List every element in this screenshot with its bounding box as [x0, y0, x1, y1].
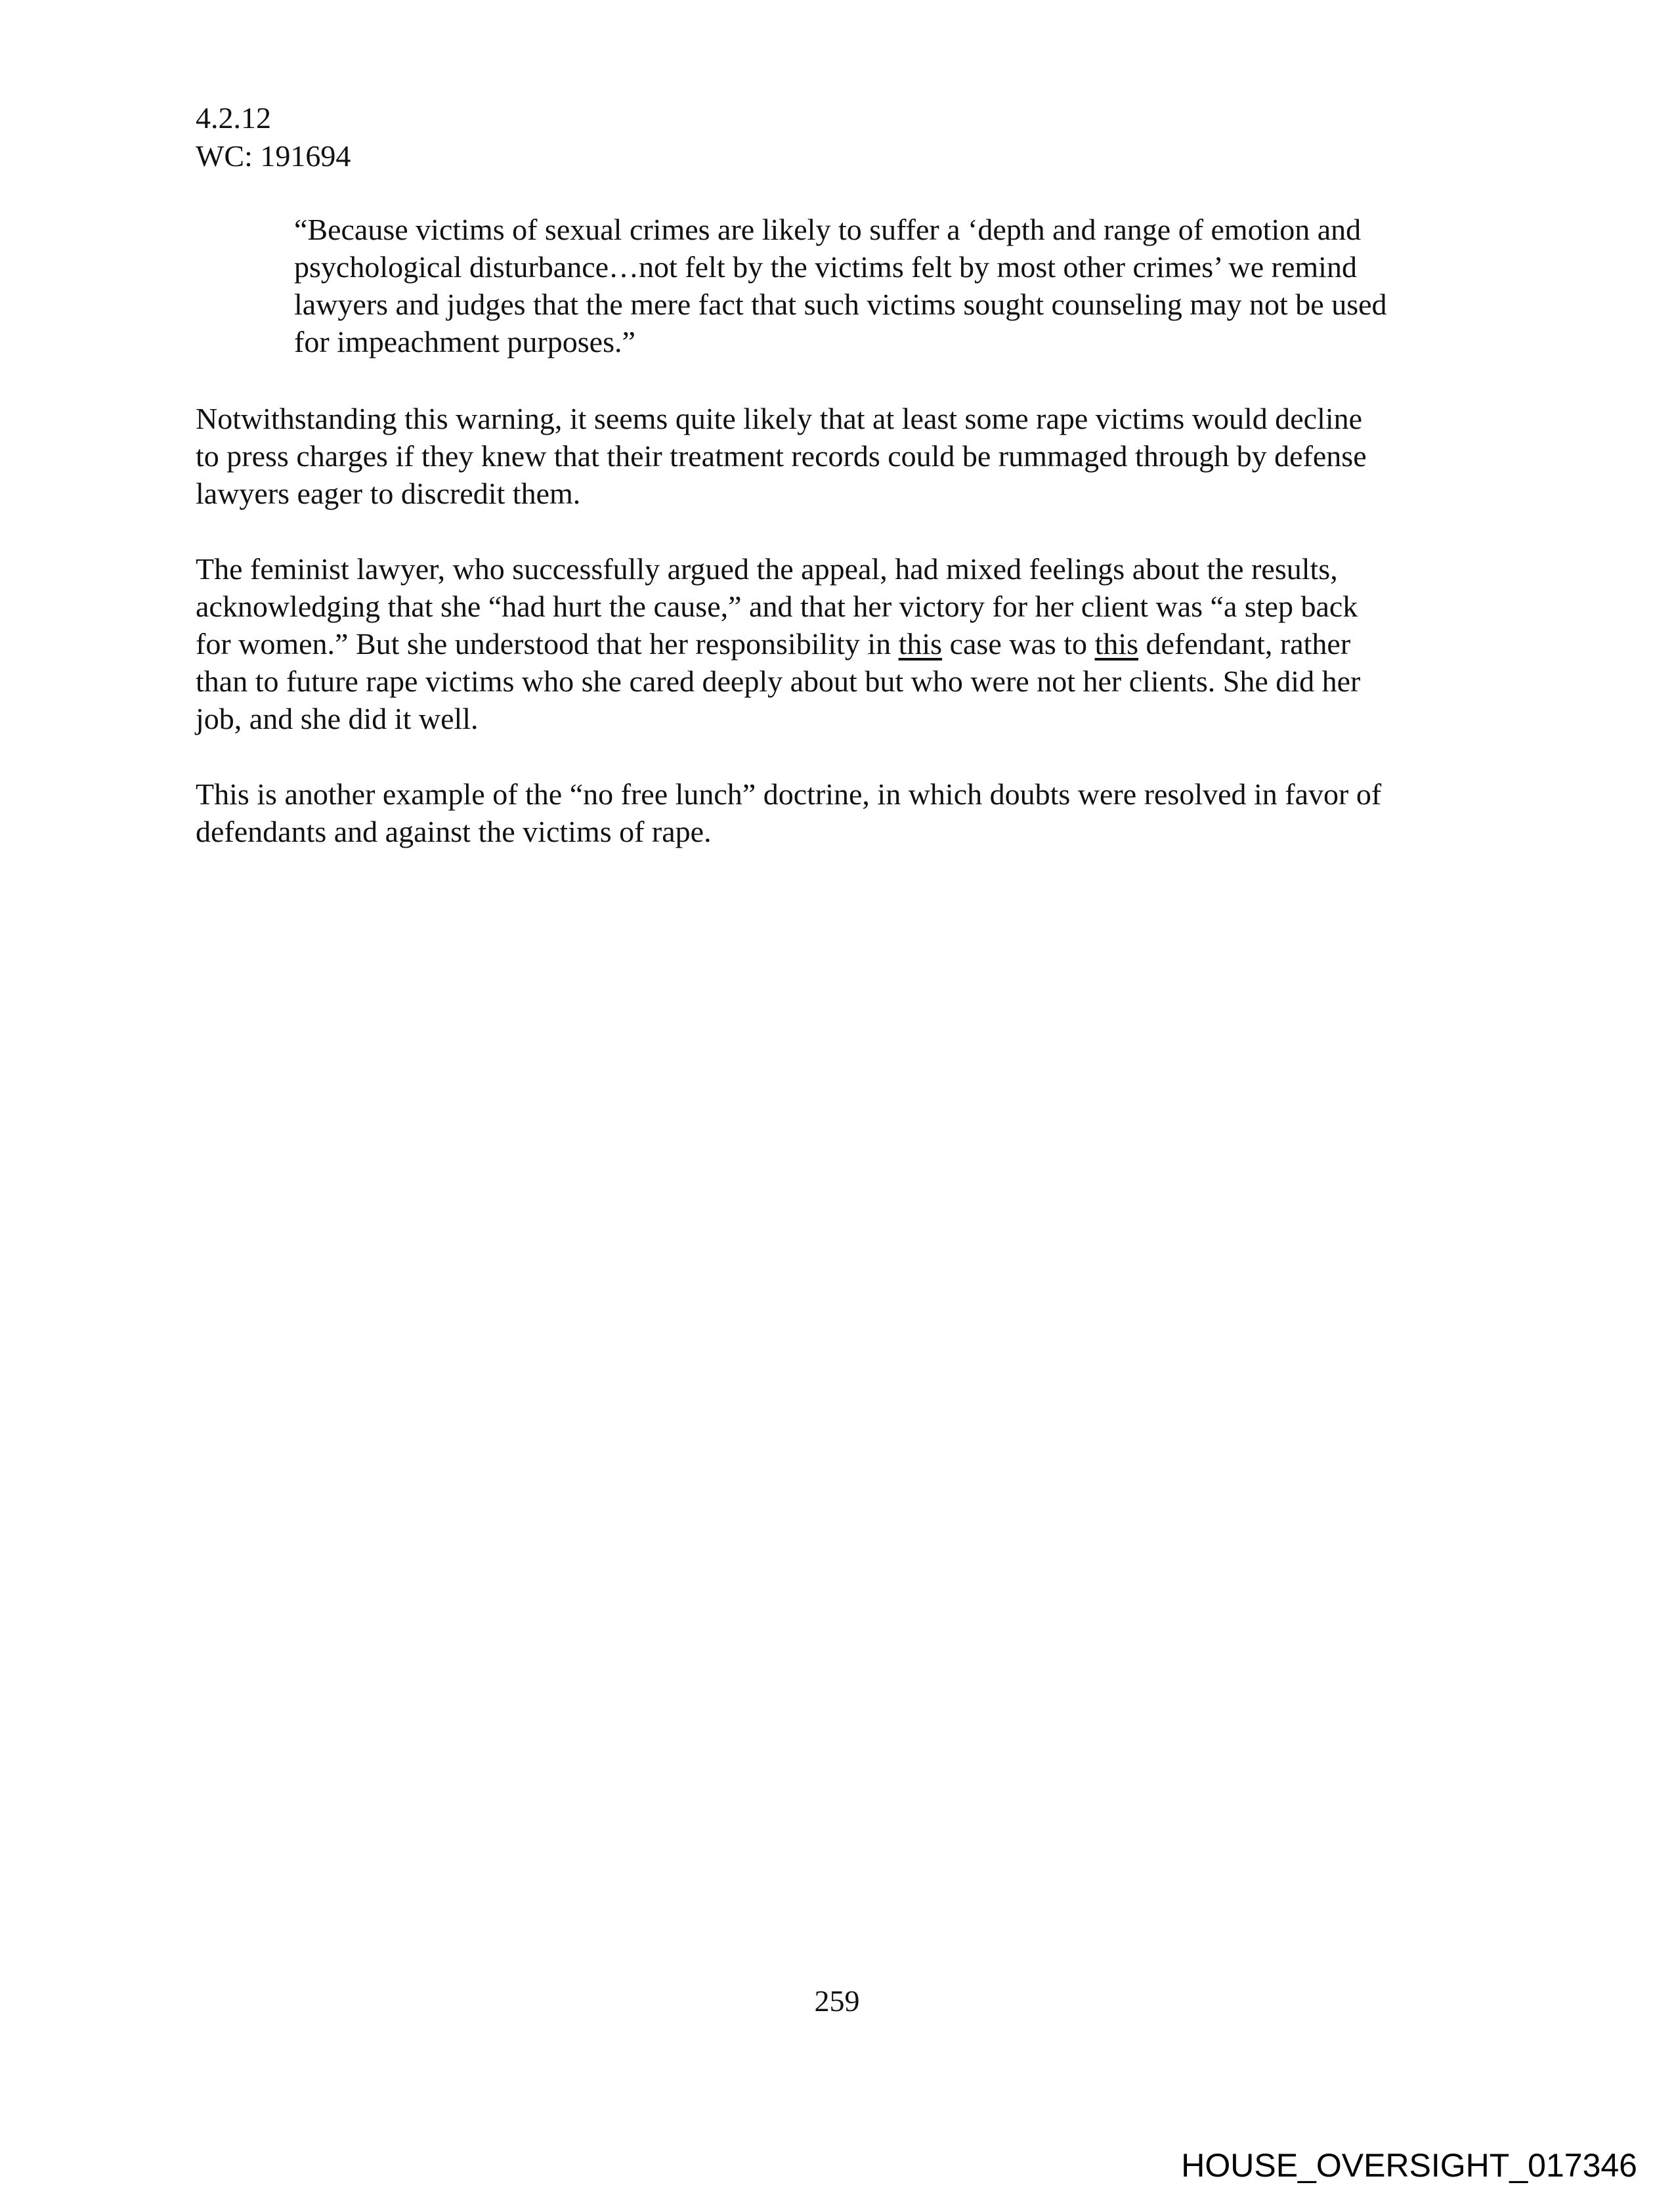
paragraph-line: Notwithstanding this warning, it seems quite likely that at least some rape victims would decline: [196, 402, 1363, 435]
text-run: defendant, rather: [1138, 627, 1351, 661]
paragraph-line: [196, 625, 1360, 662]
header-word-count: WC: 191694: [196, 139, 351, 173]
quote-line: for impeachment purposes.”: [294, 325, 635, 358]
quote-line: lawyers and judges that the mere fact that such victims sought counseling may not be used: [294, 288, 1387, 321]
paragraph-line: acknowledging that she “had hurt the cause,” and that her victory for her client was “a step back: [196, 590, 1358, 623]
paragraph-line: defendants and against the victims of rape.: [196, 815, 712, 848]
quote-line: “Because victims of sexual crimes are likely to suffer a ‘depth and range of emotion and: [294, 213, 1362, 246]
underlined-word: this: [1094, 627, 1139, 661]
paragraph-line: job, and she did it well.: [196, 702, 479, 735]
paragraph-3: [196, 775, 1381, 850]
text-run: for women.” But she understood that her responsibility in: [196, 627, 899, 661]
paragraph-1: [196, 400, 1367, 512]
text-run: case was to: [942, 627, 1095, 661]
paragraph-line: than to future rape victims who she cared deeply about but who were not her clients. She did her: [196, 664, 1361, 698]
block-quote: [294, 211, 1387, 360]
page-number: 259: [814, 1984, 860, 2018]
paragraph-line: to press charges if they knew that their treatment records could be rummaged through by defense: [196, 439, 1367, 473]
paragraph-line: This is another example of the “no free lunch” doctrine, in which doubts were resolved in favor of: [196, 777, 1382, 811]
bates-number: HOUSE_OVERSIGHT_017346: [1181, 2147, 1637, 2184]
paragraph-line: The feminist lawyer, who successfully argued the appeal, had mixed feelings about the results,: [196, 552, 1338, 586]
underlined-word: this: [898, 627, 943, 661]
paragraph-2: [196, 550, 1360, 737]
quote-line: psychological disturbance…not felt by the victims felt by most other crimes’ we remind: [294, 250, 1357, 284]
paragraph-line: lawyers eager to discredit them.: [196, 477, 581, 510]
header-date: 4.2.12: [196, 101, 271, 135]
